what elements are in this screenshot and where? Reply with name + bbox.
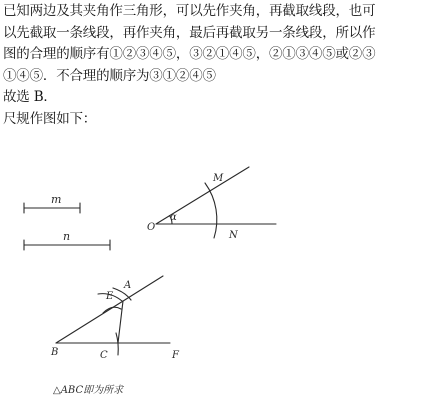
side-ac [118,301,123,343]
solution-line-2: 以先截取一条线段，再作夹角，最后再截取另一条线段，所以作 [3,24,376,41]
slant-ray-b [56,276,163,343]
triangle-construction [50,276,180,361]
segment-m [24,193,80,213]
angle-alpha [147,167,276,241]
point-b-label: B [51,347,59,358]
angle-alpha-label: α [170,212,177,223]
answer-line: 故选 B． [3,89,57,105]
figure-caption: △ABC即为所求 [53,385,124,396]
angle-large-arc [205,183,217,238]
segment-n-label: n [63,230,71,243]
solution-line-3: 图的合理的顺序有①②③④⑤，③②①④⑤，②①③④⑤或②③ [3,46,376,62]
construction-intro: 尺规作图如下： [3,110,97,127]
point-c-label: C [100,350,108,361]
point-m-label: M [213,173,224,184]
angle-vertex-label: O [147,222,156,233]
point-f-label: F [172,350,179,361]
point-e-label: E [106,291,114,302]
arc-at-c [116,333,118,355]
point-n-label: N [229,230,238,241]
solution-line-4: ①④⑤．不合理的顺序为③①②④⑤ [3,67,216,84]
segment-n [24,230,110,250]
solution-line-1: 已知两边及其夹角作三角形，可以先作夹角，再截取线段，也可 [3,3,376,19]
segment-m-label: m [51,193,62,206]
point-a-label: A [124,280,132,291]
